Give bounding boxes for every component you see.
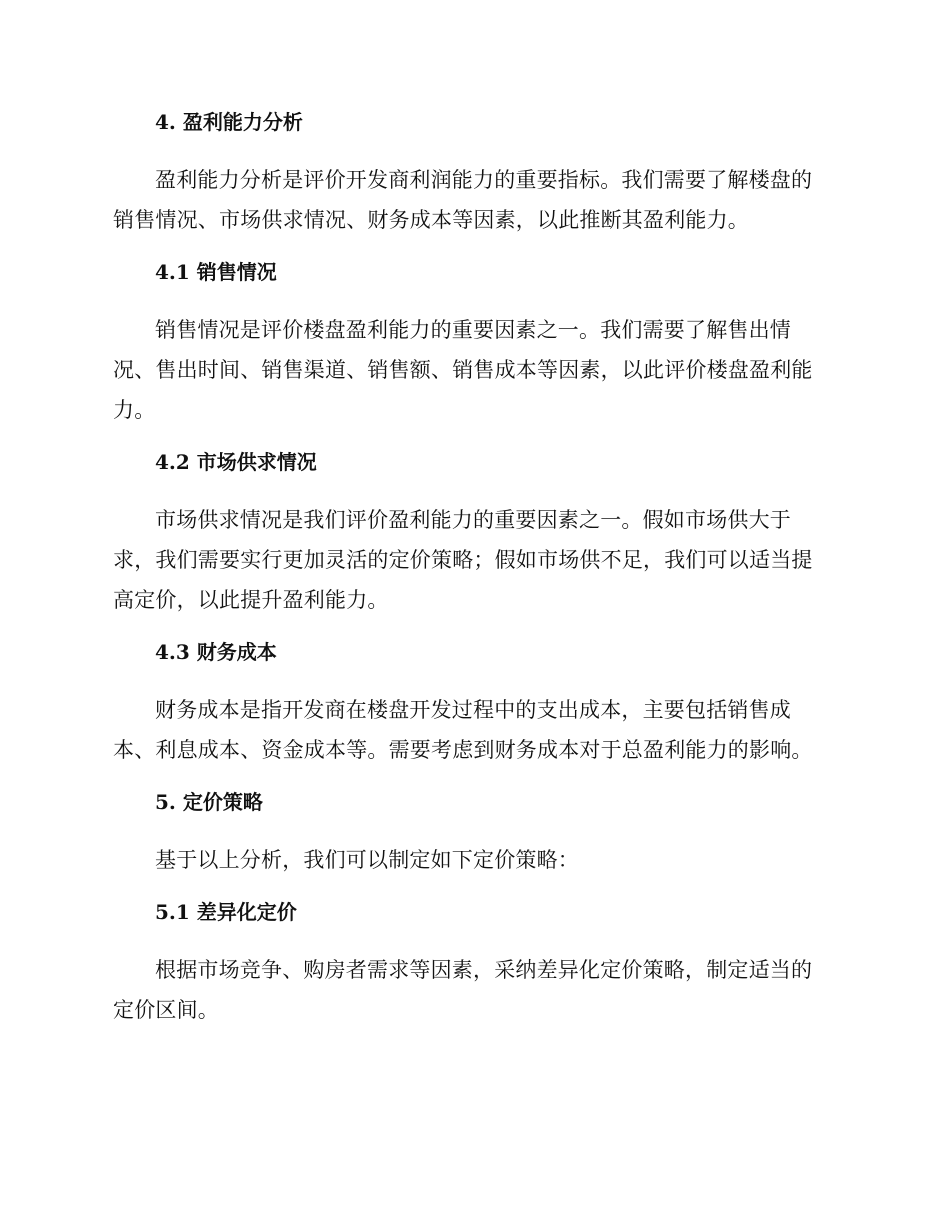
section-paragraph: 基于以上分析，我们可以制定如下定价策略：	[155, 848, 579, 872]
section-heading: 4.2 市场供求情况	[155, 450, 317, 474]
section-pricing-strategy	[113, 788, 832, 898]
section-heading: 5. 定价策略	[155, 790, 263, 814]
section-profitability-analysis	[113, 108, 832, 258]
section-paragraph: 财务成本是指开发商在楼盘开发过程中的支出成本，主要包括销售成本、利息成本、资金成本等。需要考虑到财务成本对于总盈利能力的影响。	[113, 698, 813, 762]
section-heading: 4.1 销售情况	[155, 260, 277, 284]
section-sales-situation	[113, 258, 832, 448]
section-paragraph: 盈利能力分析是评价开发商利润能力的重要指标。我们需要了解楼盘的销售情况、市场供求情况、财务成本等因素，以此推断其盈利能力。	[113, 168, 813, 232]
section-differentiated-pricing	[113, 898, 832, 1030]
section-market-supply-demand	[113, 448, 832, 638]
section-paragraph: 市场供求情况是我们评价盈利能力的重要因素之一。假如市场供大于求，我们需要实行更加灵活的定价策略；假如市场供不足，我们可以适当提高定价，以此提升盈利能力。	[113, 508, 813, 612]
section-heading: 4. 盈利能力分析	[155, 110, 303, 134]
section-paragraph: 销售情况是评价楼盘盈利能力的重要因素之一。我们需要了解售出情况、售出时间、销售渠道、销售额、销售成本等因素，以此评价楼盘盈利能力。	[113, 318, 813, 422]
section-financial-cost	[113, 638, 832, 788]
section-paragraph: 根据市场竞争、购房者需求等因素，采纳差异化定价策略，制定适当的定价区间。	[113, 958, 813, 1022]
section-heading: 5.1 差异化定价	[155, 900, 297, 924]
section-heading: 4.3 财务成本	[155, 640, 277, 664]
